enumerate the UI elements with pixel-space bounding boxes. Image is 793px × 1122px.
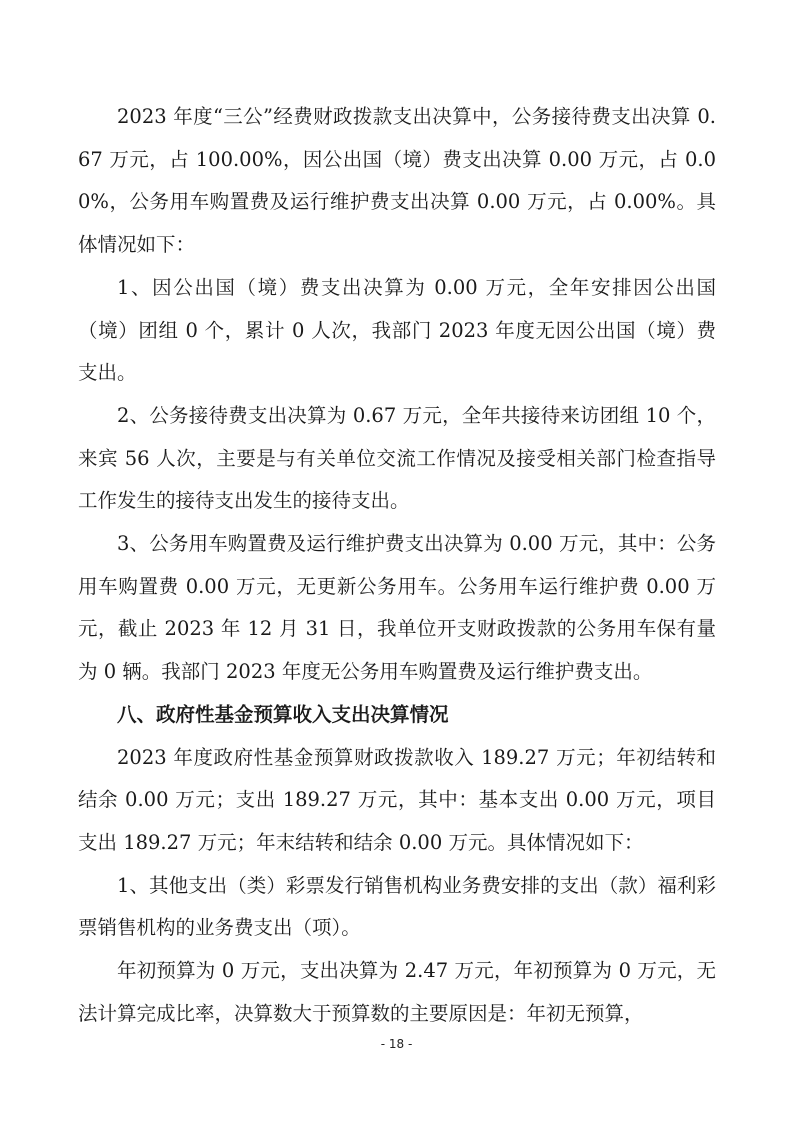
paragraph-lottery-expense: 1、其他支出（类）彩票发行销售机构业务费安排的支出（款）福利彩票销售机构的业务费支出（项）。 <box>78 873 716 940</box>
paragraph-official-vehicles: 3、公务用车购置费及运行维护费支出决算为 0.00 万元，其中：公务用车购置费 0.00 万元，无更新公务用车。公务用车运行维护费 0.00 万元，截止 2023 年 12 月 31 日，我单位开支财政拨款的公务用车保有量为 0 辆。我部门 2023 年度无公务用车购置费及运行维护费支出。 <box>78 532 716 684</box>
document-body <box>78 96 716 1035</box>
paragraph-fund-summary: 2023 年度政府性基金预算财政拨款收入 189.27 万元；年初结转和结余 0.00 万元；支出 189.27 万元，其中：基本支出 0.00 万元，项目支出 189.27 万元；年末结转和结余 0.00 万元。具体情况如下： <box>78 745 716 854</box>
section-heading: 八、政府性基金预算收入支出决算情况 <box>117 702 449 726</box>
paragraph-budget-comparison: 年初预算为 0 万元，支出决算为 2.47 万元，年初预算为 0 万元，无法计算完成比率，决算数大于预算数的主要原因是：年初无预算， <box>78 959 716 1025</box>
paragraph-sangong-summary: 2023 年度“三公”经费财政拨款支出决算中，公务接待费支出决算 0.67 万元，占 100.00%，因公出国（境）费支出决算 0.00 万元，占 0.00%，公务用车购置费及运行维护费支出决算 0.00 万元，占 0.00%。具体情况如下： <box>78 105 716 257</box>
page-number: - 18 - <box>380 1037 413 1051</box>
paragraph-reception-expense: 2、公务接待费支出决算为 0.67 万元，全年共接待来访团组 10 个，来宾 56 人次，主要是与有关单位交流工作情况及接受相关部门检查指导工作发生的接待支出发生的接待支出。 <box>78 403 716 513</box>
paragraph-overseas-travel: 1、因公出国（境）费支出决算为 0.00 万元，全年安排因公出国（境）团组 0 个，累计 0 人次，我部门 2023 年度无因公出国（境）费支出。 <box>78 275 716 385</box>
